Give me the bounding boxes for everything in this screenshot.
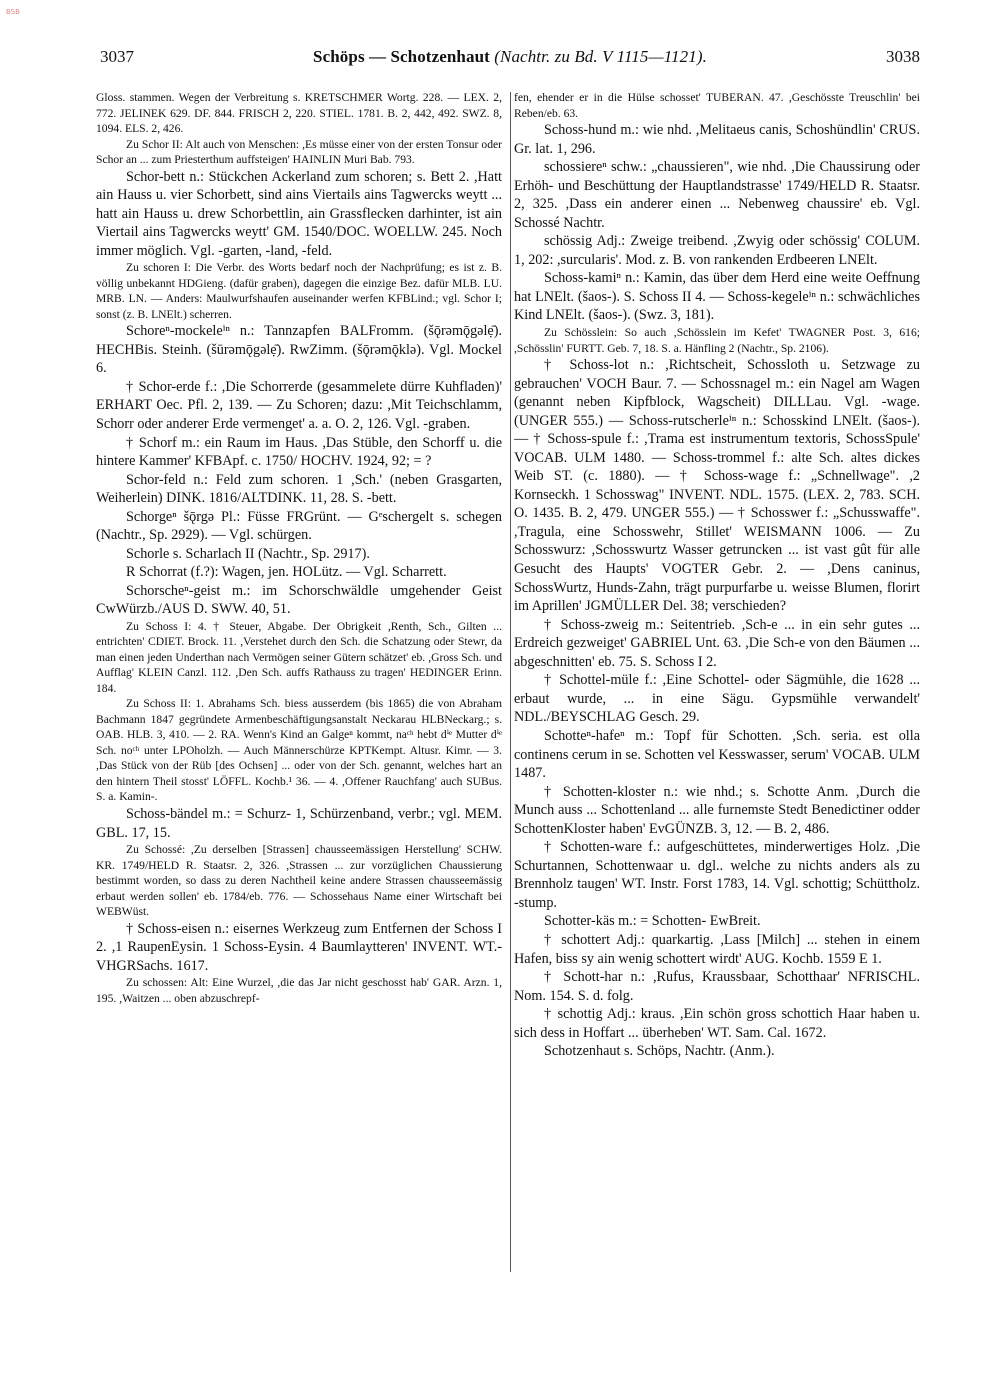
entry-paragraph: Zu schoren I: Die Verbr. des Worts bedarf noch der Nachprüfung; es ist z. B. völlig unbekannt HDGieng. (dafür graben), dagegen die einzige Bez. dafür MLB. LU. MRB. LN. — Anders: Maulwurfshaufen auseinander werfen KFBLind.; vgl. Schor I; sonst (z. B. LNElt.) scherren. <box>96 261 502 321</box>
entry-paragraph: Schor-feld n.: Feld zum schoren. 1 ,Sch.' (neben Grasgarten, Weiherlein) DINK. 1816/ALTDINK. 11, 28. S. -bett. <box>96 471 502 507</box>
page-number-right: 3038 <box>886 47 920 66</box>
entry-paragraph: Schotzenhaut s. Schöps, Nachtr. (Anm.). <box>544 1043 775 1060</box>
entry-paragraph: Zu Schoss II: 1. Abrahams Sch. biess ausserdem (bis 1865) die von Abraham Bachmann 1847 gegründete Armenbeschäftigungsanstalt Neckarau HLBNeckarg.; s. OAB. HLB. 3, 410. — 2. RA. Wenn's Kind an Galgeⁿ kommt, naᶜʰ hebt dⁱᵉ Mutter dⁱᵉ Sch. noᶜʰ unter LPOholzh. — Auch Männerschürze KPTKempt. Altusr. Kimr. — 3. ,Das Stück von der Rüb [des Ochsen] ... oder von der Sch. genannt, welches hart an den hintern Theil stosst' LÖFFL. Kochb.¹ 36. — 4. ,Offener Rauchfang' auch SUBus. S. a. Kamin-. <box>96 697 502 804</box>
entry-paragraph: Schor-bett n.: Stückchen Ackerland zum schoren; s. Bett 2. ,Hatt ain Hauss u. vier Schorbett, sind ains Viertails ains Tagwercks weytt ... hatt ain Hauss u. drew Schorbettlin, ain Grassflecken darhinter, ist ain Viertail ains Tagwercks weytt' GM. 1540/DOC. WOELLW. 245. Noch immer möglich. Vgl. -garten, -land, -feld. <box>96 168 502 259</box>
entry-paragraph: Gloss. stammen. Wegen der Verbreitung s. KRETSCHMER Wortg. 228. — LEX. 2, 772. JELINEK 629. DF. 844. FRISCH 2, 220. STIEL. 1781. B. 2, 442, 492. SWZ. 8, 1094. ELS. 2, 426. <box>96 91 502 135</box>
title-sub: (Nachtr. zu Bd. V 1115—1121). <box>494 47 707 66</box>
entry-paragraph: Schotteⁿ-hafeⁿ m.: Topf für Schotten. ,Sch. seria. est olla continens cerum in se. Schotten vel Kesswasser, serum' VOCAB. ULM 1487. <box>514 727 920 782</box>
left-column <box>96 90 502 1340</box>
entry-paragraph: Schotter-käs m.: = Schotten- EwBreit. <box>544 913 761 930</box>
entry-paragraph: † Schottel-müle f.: ,Eine Schottel- oder Sägmühle, die 1628 ... erbaut wurde, ... in eine Sägu. Gypsmühle verwandelt' NDL./BEYSCHLAG Gesch. 29. <box>514 672 920 726</box>
entry-paragraph: Schoss-kamiⁿ n.: Kamin, das über dem Herd eine weite Oeffnung hat LNElt. (šaos-). S. Schoss II 4. — Schoss-kegeleⁱⁿ n.: schwächliches Kind LNElt. (šaos-). (Swz. 3, 181). <box>514 270 920 324</box>
entry-paragraph: Schoreⁿ-mockeleⁱⁿ n.: Tannzapfen BALFromm. (šǭrəmǭgəlẹ̄). HECHBis. Steinh. (šūrəmǭgəlẹ̄). RwZimm. (šǭrəmǭklə). Vgl. Mockel 6. <box>96 323 502 377</box>
entry-paragraph: schossiereⁿ schw.: „chaussieren", wie nhd. ,Die Chaussirung oder Erhöh- und Beschüttung der Hauptlandstrasse' 1749/HELD R. Staatsr. 2, 325. ,Dass ein anderer einen ... Nebenweg chaussire' eb. Vgl. Schossé Nachtr. <box>514 159 920 231</box>
entry-paragraph: † schottert Adj.: quarkartig. ,Lass [Milch] ... stehen in einem Hafen, biss sy ain wenig schottert wirdt' AUG. Kochb. 1559 E 1. <box>514 931 920 967</box>
entry-paragraph: † Schor-erde f.: ,Die Schorrerde (gesammelete dürre Kuhfladen)' ERHART Oec. Pfl. 2, 139. — Zu Schoren; dazu: ,Mit Teichschlamm, Schorr oder anderer Erde vermenget' a. a. O. 2, 126. Vgl. -graben. <box>96 378 502 432</box>
entry-paragraph: † schottig Adj.: kraus. ,Ein schön gross schottich Haar haben u. sich dess in Hoffart ... überheben' WT. Sam. Cal. 1672. <box>514 1006 920 1041</box>
entry-paragraph: † Schotten-kloster n.: wie nhd.; s. Schotte Anm. ,Durch die Munch auss ... Schottenland ... alle furnemste Stedt Benedictiner odder SchottenKloster haben' EvGÜNZB. 3, 12. — B. 2, 486. <box>514 783 920 837</box>
entry-paragraph: † Schorf m.: ein Raum im Haus. ,Das Stüble, den Schorff u. die hintere Kammer' KFBApf. c. 1750/ HOCHV. 1924, 92; = ? <box>96 434 502 470</box>
right-column <box>514 90 920 1340</box>
entry-paragraph: Schoss-bändel m.: = Schurz- 1, Schürzenband, verbr.; vgl. MEM. GBL. 17, 15. <box>96 805 502 841</box>
entry-paragraph: schössig Adj.: Zweige treibend. ,Zwyig oder schössig' COLUM. 1, 202: ,surcularis'. Mod. z. B. von rankenden Erdbeeren LNElt. <box>514 233 920 268</box>
library-stamp: BSB <box>6 8 20 16</box>
entry-paragraph: Schoss-hund m.: wie nhd. ,Melitaeus canis, Schoshündlin' CRUS. Gr. lat. 1, 296. <box>514 122 920 157</box>
entry-paragraph: R Schorrat (f.?): Wagen, jen. HOLütz. — Vgl. Scharrett. <box>126 564 447 581</box>
title-main: Schöps — Schotzenhaut <box>313 47 490 66</box>
entry-paragraph: fen, ehender er in die Hülse schosset' TUBERAN. 47. ,Geschösste Treuschlin' bei Reben/eb. 63. <box>514 91 920 120</box>
entry-paragraph: † Schotten-ware f.: aufgeschüttetes, minderwertiges Holz. ,Die Schurtannen, Schottenwaar u. dgl.. welche zu nichts anders als zu Brennholz taugen' WT. Instr. Forst 1783, 14. Vgl. schottig; Schüttholz. -stump. <box>514 839 920 911</box>
entry-paragraph: Zu Schösslein: So auch ,Schösslein im Kefet' TWAGNER Post. 3, 616; ,Schösslin' FURTT. Geb. 7, 18. S. a. Hänfling 2 (Nachtr., Sp. 2106). <box>514 326 920 355</box>
entry-paragraph: † Schoss-lot n.: ,Richtscheit, Schossloth u. Setzwage zu gebrauchen' VOCH Baur. 7. — Schossnagel m.: ein Nagel am Wagen (genannt neben Kipfblock, Wagscheit) DILLLau. Vgl. -wage. (UNGER 555.) — Schoss-rutscherleⁱⁿ n.: Schosskind LNElt. (šaos-). — † Schoss-spule f.: ,Trama est instrumentum textoris, SchossSpule' VOCAB. ULM 1480. — Schoss-trommel f.: alte Sch. altes dickes Weib ST. (c. 1880). — † Schoss-wage f.: „Schnellwage". ,2 Kornseckh. 1 Schosswag" INVENT. NDL. 1575. (LEX. 2, 783. SCH. O. 1435. B. 2, 479. UNGER 555.) — † Schosswer f.: „Schusswaffe". ,Tragula, eine Schosswehr, Stillet' WEISMANN 1006. — Zu Schosswurz: ,Schosswurtz Wasser getruncken ... ist vast gût für alle Gesucht des Haupts' VOGTER Gebr. 2. — ,Dens caninus, SchossWurtz, Hunds-Zahn, trägt purpurfarbe u. weisse Blumen, florirt im Aprillen' JGMÜLLER Del. 38; verschieden? <box>514 357 920 615</box>
page-header <box>100 47 920 71</box>
entry-paragraph: Schorle s. Scharlach II (Nachtr., Sp. 2917). <box>126 545 370 562</box>
entry-paragraph: Zu Schoss I: 4. † Steuer, Abgabe. Der Obrigkeit ,Renth, Sch., Gilten ... entrichten' CDIET. Brock. 11. ,Verstehet durch den Sch. die Schatzung oder Stewr, da man einen jeden Underthan nach Vermögen seiner Gütern schätzet' eb. ,Gross Sch. und Aufflag' KLEIN Canzl. 112. ,Den Sch. auffs Rathauss zu tragen' HEDINGER Erinn. 184. <box>96 619 502 695</box>
entry-paragraph: Schorscheⁿ-geist m.: im Schorschwäldle umgehender Geist CwWürzb./AUS D. SWW. 40, 51. <box>96 582 502 618</box>
page-number-left: 3037 <box>100 47 134 66</box>
entry-paragraph: Zu schossen: Alt: Eine Wurzel, ,die das Jar nicht geschosst hab' GAR. Arzn. 1, 195. ,Waitzen ... oben abzuschrepf- <box>96 976 502 1005</box>
entry-paragraph: Zu Schossé: ,Zu derselben [Strassen] chausseemässigen Herstellung' SCHW. KR. 1749/HELD R. Staatsr. 2, 326. ,Strassen ... zur vorzüglichen Chaussierung bestimmt worden, so dass zu deren Nachtheil keine andere Strassen chausseemässig erbaut werden sollen' eb. 1784/eb. 776. — Schossehaus Name einer Wirtschaft bei WEBWüst. <box>96 843 502 919</box>
column-divider <box>510 92 511 1272</box>
page-title <box>100 47 920 67</box>
entry-paragraph: † Schoss-zweig m.: Seitentrieb. ,Sch-e ... in ein sehr gutes ... Erdreich gezweiget' GABRIEL Unt. 63. ,Die Sch-e von den Bäumen ... abgeschnitten' eb. 75. S. Schoss I 2. <box>514 616 920 670</box>
entry-paragraph: Schorgeⁿ šǭrgə Pl.: Füsse FRGrünt. — Gᵉschergelt s. schegen (Nachtr., Sp. 2929). — Vgl. schürgen. <box>96 508 502 544</box>
entry-paragraph: † Schott-har n.: ,Rufus, Kraussbaar, Schotthaar' NFRISCHL. Nom. 154. S. d. folg. <box>514 969 920 1004</box>
entry-paragraph: Zu Schor II: Alt auch von Menschen: ,Es müsse einer von der ersten Tonsur oder Schor an ... zum Priesterthum auffsteigen' HAINLIN Muri Bab. 793. <box>96 137 502 166</box>
entry-paragraph: † Schoss-eisen n.: eisernes Werkzeug zum Entfernen der Schoss I 2. ,1 RaupenEysin. 1 Schoss-Eysin. 4 Baumlaytteren' INVENT. WT.-VHGRSachs. 1617. <box>96 920 502 974</box>
